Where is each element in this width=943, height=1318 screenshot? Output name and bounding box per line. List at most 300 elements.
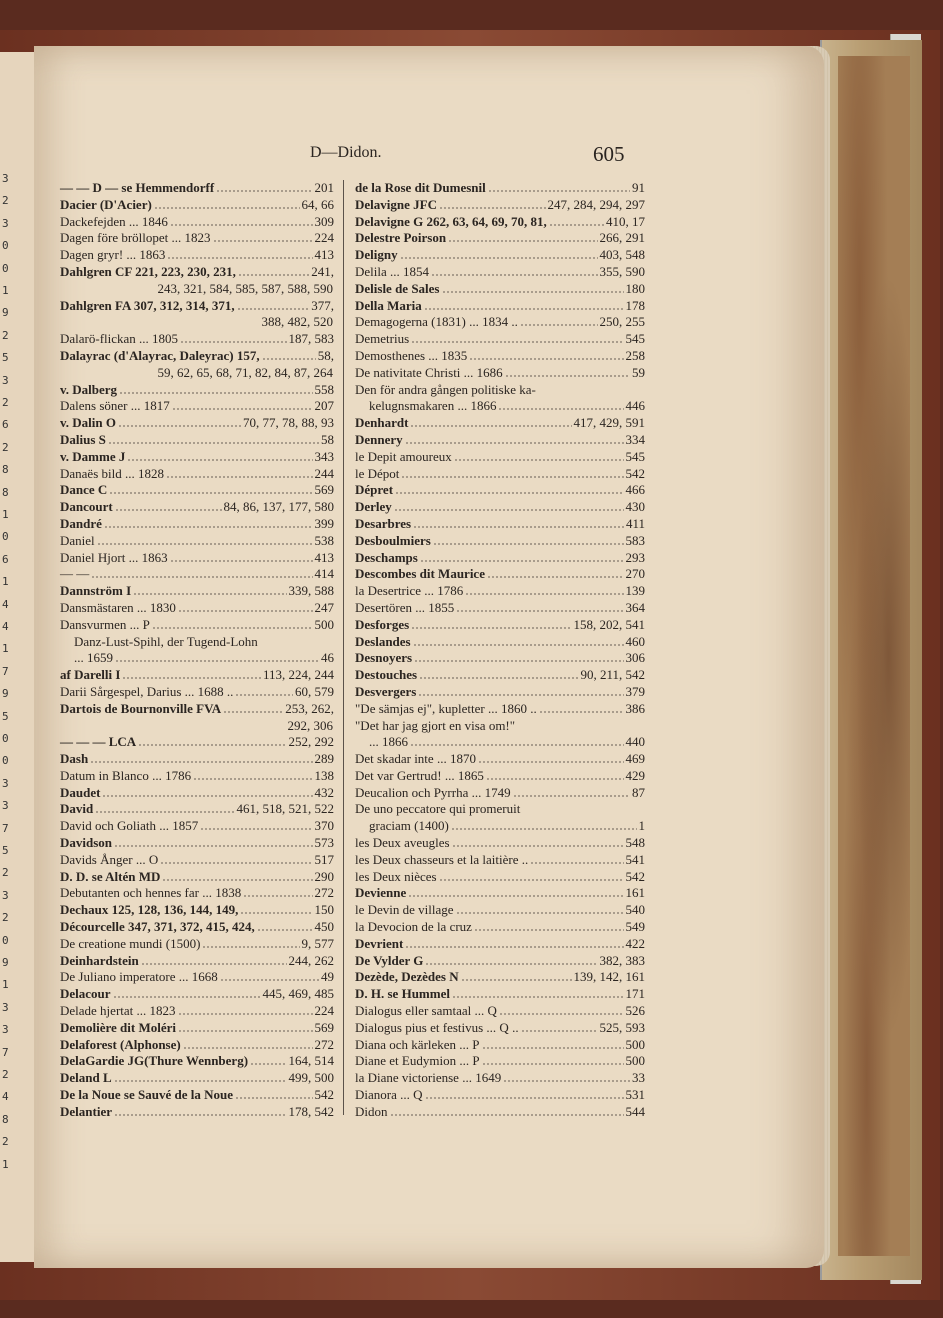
dot-leader	[454, 449, 624, 461]
index-entry-pages: 545	[625, 448, 645, 464]
index-entry-pages: 414	[314, 566, 334, 582]
dot-leader	[172, 398, 313, 410]
index-entry-title: Delantier	[60, 1103, 112, 1119]
index-column-left	[60, 180, 334, 1121]
dot-leader	[220, 969, 319, 981]
index-entry	[60, 818, 334, 835]
index-column-right	[355, 180, 645, 1121]
index-entry-title: Demetrius	[355, 331, 410, 347]
index-entry	[355, 466, 645, 483]
index-entry-pages: 1	[638, 818, 645, 834]
index-entry-title: Dezède, Dezèdes N	[355, 969, 459, 985]
index-entry	[355, 180, 645, 197]
index-entry-title: Dépret	[355, 482, 394, 498]
index-entry	[60, 1104, 334, 1121]
index-entry	[60, 667, 334, 684]
index-entry-continuation: De uno peccatore qui promeruit	[355, 801, 521, 817]
index-entry	[355, 667, 645, 684]
dot-leader	[102, 785, 312, 797]
index-entry	[60, 734, 334, 751]
dot-leader	[170, 550, 313, 562]
index-entry-title: Deucalion och Pyrrha ... 1749	[355, 784, 511, 800]
dot-leader	[482, 1053, 624, 1065]
index-entry	[355, 818, 645, 835]
index-entry-pages: 90, 211, 542	[580, 667, 645, 683]
dot-leader	[118, 415, 241, 427]
dot-leader	[133, 583, 286, 595]
index-entry-pages: 334	[625, 431, 645, 447]
column-divider	[343, 180, 344, 1115]
index-entry-title: De Vylder G	[355, 952, 424, 968]
index-entry	[60, 600, 334, 617]
index-entry	[355, 247, 645, 264]
index-entry	[355, 197, 645, 214]
index-entry-title: Delisle de Sales	[355, 280, 440, 296]
index-entry	[60, 1087, 334, 1104]
facing-page-fragment: 3	[2, 888, 9, 902]
facing-page-fragment: 2	[2, 440, 9, 454]
index-entry-pages: 247	[314, 599, 334, 615]
index-entry-pages: 46	[321, 650, 334, 666]
index-entry	[355, 264, 645, 281]
index-entry-title: De nativitate Christi ... 1686	[355, 364, 503, 380]
index-entry	[60, 214, 334, 231]
index-entry-pages: 64, 66	[301, 196, 334, 212]
index-entry	[355, 298, 645, 315]
dot-leader	[213, 230, 313, 242]
dot-leader	[114, 1070, 287, 1082]
index-entry-pages: 538	[314, 532, 334, 548]
index-entry-title: v. Dalberg	[60, 381, 118, 397]
dot-leader	[202, 936, 299, 948]
dot-leader	[425, 953, 597, 965]
index-entry-title: Dackefejden ... 1846	[60, 213, 168, 229]
index-entry-pages: 252, 292	[288, 734, 334, 750]
index-entry	[60, 516, 334, 533]
index-entry	[60, 969, 334, 986]
index-entry	[355, 936, 645, 953]
facing-page-fragment: 2	[2, 194, 9, 208]
index-entry-title: Dianora ... Q	[355, 1087, 423, 1103]
index-entry	[355, 566, 645, 583]
index-entry-title: Desarbres	[355, 515, 412, 531]
dot-leader	[114, 835, 312, 847]
dot-leader	[439, 197, 546, 209]
dot-leader	[178, 600, 313, 612]
index-entry-title: Desertören ... 1855	[355, 599, 455, 615]
index-entry	[355, 365, 645, 382]
facing-page-fragment: 4	[2, 597, 9, 611]
index-entry	[355, 902, 645, 919]
index-entry-pages: 430	[625, 499, 645, 515]
dot-leader	[216, 180, 312, 192]
index-entry-pages: 270	[625, 566, 645, 582]
dot-leader	[424, 298, 624, 310]
dot-leader	[95, 801, 234, 813]
index-entry	[60, 482, 334, 499]
index-entry	[355, 449, 645, 466]
index-entry-title: Delaforest (Alphonse)	[60, 1036, 181, 1052]
index-entry-pages: 250, 255	[599, 314, 645, 330]
facing-page-fragment: 2	[2, 328, 9, 342]
dot-leader	[498, 398, 623, 410]
dot-leader	[469, 348, 623, 360]
index-entry	[60, 432, 334, 449]
index-entry-pages: 241,	[311, 263, 334, 279]
index-entry-pages: 525, 593	[599, 1019, 645, 1035]
dot-leader	[122, 667, 261, 679]
index-entry-title: Dechaux 125, 128, 136, 144, 149,	[60, 902, 239, 918]
index-entry	[355, 919, 645, 936]
dot-leader	[513, 785, 630, 797]
facing-page-fragment: 0	[2, 239, 9, 253]
index-entry-title: Det var Gertrud! ... 1865	[355, 767, 484, 783]
dot-leader	[115, 650, 319, 662]
index-entry	[355, 885, 645, 902]
index-entry	[60, 382, 334, 399]
index-entry-title: David	[60, 801, 94, 817]
index-entry-pages: 178	[625, 297, 645, 313]
index-entry-title: Daniel Hjort ... 1863	[60, 549, 168, 565]
index-entry-title: Dagen gryr! ... 1863	[60, 247, 166, 263]
index-entry-title: — — D — se Hemmendorff	[60, 180, 215, 195]
index-entry	[60, 499, 334, 516]
index-entry	[355, 583, 645, 600]
index-entry-pages: 526	[625, 1003, 645, 1019]
index-entry-title: Desnoyers	[355, 650, 413, 666]
index-entry-pages: 569	[314, 482, 334, 498]
index-entry-pages: 70, 77, 78, 88, 93	[243, 415, 334, 431]
index-entry-pages: 60, 579	[295, 683, 334, 699]
index-entry-pages: 87	[632, 784, 645, 800]
dot-leader	[411, 331, 623, 343]
index-entry-title: Det skadar inte ... 1870	[355, 751, 476, 767]
index-entry	[60, 986, 334, 1003]
index-entry-title: Deschamps	[355, 549, 418, 565]
index-entry	[60, 936, 334, 953]
dot-leader	[420, 550, 624, 562]
index-entry	[355, 1087, 645, 1104]
index-entry-pages: 413	[314, 247, 334, 263]
index-entry-pages: 450	[314, 919, 334, 935]
index-entry-title: le Dépot	[355, 465, 400, 481]
index-entry	[355, 600, 645, 617]
dot-leader	[152, 617, 313, 629]
index-entry-pages: 377,	[311, 297, 334, 313]
index-entry-title: Dennery	[355, 431, 403, 447]
index-entry-title: David och Goliath ... 1857	[60, 818, 199, 834]
index-entry-pages: 224	[314, 1003, 334, 1019]
dot-leader	[411, 617, 571, 629]
facing-page-fragment: 0	[2, 530, 9, 544]
index-entry-pages: 91	[632, 180, 645, 195]
index-entry-pages: 411	[625, 515, 645, 531]
index-entry-pages: 410, 17	[606, 213, 645, 229]
facing-page-fragment: 8	[2, 463, 9, 477]
facing-page-fragment: 2	[2, 396, 9, 409]
index-entry-title: Davidson	[60, 835, 113, 851]
dot-leader	[113, 986, 261, 998]
index-entry-pages: 290	[314, 868, 334, 884]
index-entry-title: Deinhardstein	[60, 952, 139, 968]
index-entry-title: Dalarö-flickan ... 1805	[60, 331, 179, 347]
dot-leader	[108, 432, 319, 444]
facing-page-fragment: 3	[2, 799, 9, 813]
index-entry-pages: 161	[625, 885, 645, 901]
facing-page-fragment: 5	[2, 709, 9, 723]
index-entry-title: Desboulmiers	[355, 532, 431, 548]
index-entry-pages: 446	[625, 398, 645, 414]
dot-leader	[418, 684, 623, 696]
index-entry-pages: 224	[314, 230, 334, 246]
index-entry-title: le Devin de village	[355, 902, 454, 918]
index-entry	[355, 482, 645, 499]
dot-leader	[448, 230, 597, 242]
index-entry	[60, 701, 334, 718]
dot-leader	[520, 314, 598, 326]
dot-leader	[104, 516, 313, 528]
dot-leader	[405, 936, 623, 948]
index-entry-title: Daudet	[60, 784, 101, 800]
index-entry-title: Daniel	[60, 532, 95, 548]
facing-page-fragment: 0	[2, 933, 9, 947]
index-entry-pages: 289	[314, 751, 334, 767]
index-entry-pages: 139, 142, 161	[573, 969, 645, 985]
facing-page-fragment: 7	[2, 821, 9, 835]
dot-leader	[456, 600, 623, 612]
index-entry-title: Destouches	[355, 667, 418, 683]
index-entry-pages: 207	[314, 398, 334, 414]
facing-page-fragment: 3	[2, 373, 9, 387]
index-entry	[60, 785, 334, 802]
dot-leader	[240, 902, 312, 914]
dot-leader	[183, 1037, 313, 1049]
index-entry	[355, 751, 645, 768]
dot-leader	[394, 499, 624, 511]
index-entry-pages: 517	[314, 851, 334, 867]
index-entry-pages: 306	[625, 650, 645, 666]
index-entry-title: Dagen före bröllopet ... 1823	[60, 230, 211, 246]
index-entry-title: Demolière dit Moléri	[60, 1019, 176, 1035]
index-entry	[60, 1003, 334, 1020]
index-entry	[60, 751, 334, 768]
index-entry-pages: 201	[314, 180, 334, 195]
index-entry-title: Darii Sårgespel, Darius ... 1688 ..	[60, 683, 234, 699]
facing-page-fragment: 3	[2, 172, 9, 185]
index-entry	[355, 499, 645, 516]
index-entry-title: — —	[60, 566, 90, 582]
dot-leader	[250, 1053, 286, 1065]
index-entry-pages: 272	[314, 1036, 334, 1052]
index-entry-pages: 542	[625, 868, 645, 884]
dot-leader	[138, 734, 286, 746]
facing-page-fragment: 2	[2, 866, 9, 880]
index-entry-title: Dandré	[60, 515, 102, 531]
index-entry-pages: 272	[314, 885, 334, 901]
index-entry-title: Deligny	[355, 247, 398, 263]
index-entry	[60, 466, 334, 483]
index-entry-title: les Deux nièces	[355, 868, 437, 884]
index-entry-pages: 150	[314, 902, 334, 918]
dot-leader	[223, 701, 283, 713]
index-entry-title: De creatione mundi (1500)	[60, 935, 201, 951]
index-entry	[60, 650, 334, 667]
dot-leader	[478, 751, 624, 763]
facing-page-edge	[0, 52, 35, 1262]
index-entry-title: Dialogus pius et festivus ... Q ..	[355, 1019, 519, 1035]
index-entry-pages: 440	[625, 734, 645, 750]
index-entry-pages: 339, 588	[288, 583, 334, 599]
index-entry-title: Dartois de Bournonville FVA	[60, 700, 222, 716]
index-entry-continuation: Den för andra gången politiske ka-	[355, 381, 536, 397]
index-entry-pages: 403, 548	[599, 247, 645, 263]
index-entry	[60, 835, 334, 852]
index-entry	[60, 919, 334, 936]
index-entry-pages: 461, 518, 521, 522	[236, 801, 334, 817]
index-entry-title: Delila ... 1854	[355, 263, 430, 279]
index-entry-pages: 429	[625, 767, 645, 783]
index-entry-pages: 541	[625, 851, 645, 867]
index-entry-title: la Diane victoriense ... 1649	[355, 1070, 502, 1086]
index-entry	[60, 415, 334, 432]
facing-page-fragment: 1	[2, 1157, 9, 1171]
index-entry-pages: 138	[314, 767, 334, 783]
dot-leader	[451, 818, 637, 830]
index-entry-title: Deslandes	[355, 633, 411, 649]
index-entry-pages: 460	[625, 633, 645, 649]
index-entry-title: Dannström I	[60, 583, 132, 599]
dot-leader	[238, 264, 309, 276]
index-entry-pages: 370	[314, 818, 334, 834]
dot-leader	[474, 919, 624, 931]
index-entry	[355, 634, 645, 651]
index-entry-pages: 379	[625, 683, 645, 699]
dot-leader	[97, 533, 313, 545]
index-entry	[60, 230, 334, 247]
index-entry-pages: 417, 429, 591	[573, 415, 645, 431]
facing-page-fragment: 2	[2, 911, 9, 925]
dot-leader	[410, 734, 624, 746]
index-entry	[60, 1037, 334, 1054]
index-entry	[60, 298, 334, 315]
index-entry-title: Delade hjertat ... 1823	[60, 1003, 176, 1019]
dot-leader	[410, 415, 571, 427]
index-entry	[355, 1020, 645, 1037]
index-entry-title: D. H. se Hummel	[355, 986, 450, 1002]
dot-leader	[452, 835, 624, 847]
index-entry	[355, 986, 645, 1003]
dot-leader	[530, 852, 623, 864]
dot-leader	[262, 348, 316, 360]
dot-leader	[180, 331, 286, 343]
index-entry-title: graciam (1400)	[369, 818, 449, 834]
index-entry	[355, 869, 645, 886]
index-entry-pages: 531	[625, 1087, 645, 1103]
facing-page-fragment: 3	[2, 1000, 9, 1014]
dot-leader	[461, 969, 572, 981]
facing-page-fragment: 1	[2, 508, 9, 521]
dot-leader	[141, 953, 287, 965]
facing-page-fragment: 1	[2, 978, 9, 992]
index-entry-pages: 247, 284, 294, 297	[547, 196, 645, 212]
index-entry-title: v. Damme J	[60, 448, 126, 464]
index-entry-pages: 399	[314, 515, 334, 531]
dot-leader	[419, 667, 578, 679]
facing-page-fragment: 9	[2, 687, 9, 701]
index-entry	[355, 1053, 645, 1070]
facing-page-fragment: 2	[2, 1068, 9, 1081]
dot-leader	[413, 516, 624, 528]
index-entry	[60, 869, 334, 886]
index-entry	[355, 398, 645, 415]
index-entry	[355, 953, 645, 970]
index-entry-title: Dalius S	[60, 431, 106, 447]
index-entry-pages: 548	[625, 835, 645, 851]
index-entry-title: Devrient	[355, 935, 404, 951]
index-entry	[60, 197, 334, 214]
index-entry-title: Davids Ånger ... O	[60, 851, 159, 867]
index-entry-pages: 542	[625, 465, 645, 481]
index-entry-pages: 569	[314, 1019, 334, 1035]
index-entry	[355, 1037, 645, 1054]
facing-page-fragment: 3	[2, 776, 9, 790]
index-entry-title: Demosthenes ... 1835	[355, 347, 468, 363]
index-entry-continuation: 388, 482, 520	[261, 314, 333, 330]
index-entry-title: Della Maria	[355, 297, 422, 313]
index-entry-pages: 158, 202, 541	[573, 616, 645, 632]
index-entry-title: Desforges	[355, 616, 410, 632]
index-entry-title: Desvergers	[355, 683, 417, 699]
index-entry	[355, 768, 645, 785]
index-entry	[60, 449, 334, 466]
index-entry-pages: 9, 577	[301, 935, 334, 951]
index-entry	[355, 314, 645, 331]
index-entry-title: Descombes dit Maurice	[355, 566, 485, 582]
dot-leader	[439, 869, 624, 881]
index-entry-title: Danaës bild ... 1828	[60, 465, 164, 481]
dot-leader	[395, 482, 623, 494]
dot-leader	[505, 365, 630, 377]
dot-leader	[433, 533, 624, 545]
index-entry	[60, 801, 334, 818]
dot-leader	[405, 432, 624, 444]
dot-leader	[90, 751, 312, 763]
index-entry-pages: 164, 514	[288, 1053, 334, 1069]
dot-leader	[503, 1070, 630, 1082]
index-entry	[60, 264, 334, 281]
facing-page-fragment: 1	[2, 575, 9, 589]
index-entry-title: Delestre Poirson	[355, 230, 447, 246]
index-entry	[355, 348, 645, 365]
index-entry	[60, 1020, 334, 1037]
index-entry-pages: 466	[625, 482, 645, 498]
index-entry-pages: 84, 86, 137, 177, 580	[223, 499, 334, 515]
index-entry-title: de la Rose dit Dumesnil	[355, 180, 486, 195]
facing-page-fragment: 7	[2, 1045, 9, 1059]
index-entry	[60, 398, 334, 415]
dot-leader	[257, 919, 313, 931]
index-entry-pages: 293	[625, 549, 645, 565]
index-entry	[60, 768, 334, 785]
index-entry-title: — — — LCA	[60, 734, 137, 750]
dot-leader	[539, 701, 624, 713]
dot-leader	[114, 1104, 287, 1116]
index-entry	[355, 785, 645, 802]
index-entry	[60, 617, 334, 634]
index-entry	[60, 566, 334, 583]
index-entry-continuation: Danz-Lust-Spihl, der Tugend-Lohn	[74, 633, 258, 649]
dot-leader	[119, 382, 312, 394]
